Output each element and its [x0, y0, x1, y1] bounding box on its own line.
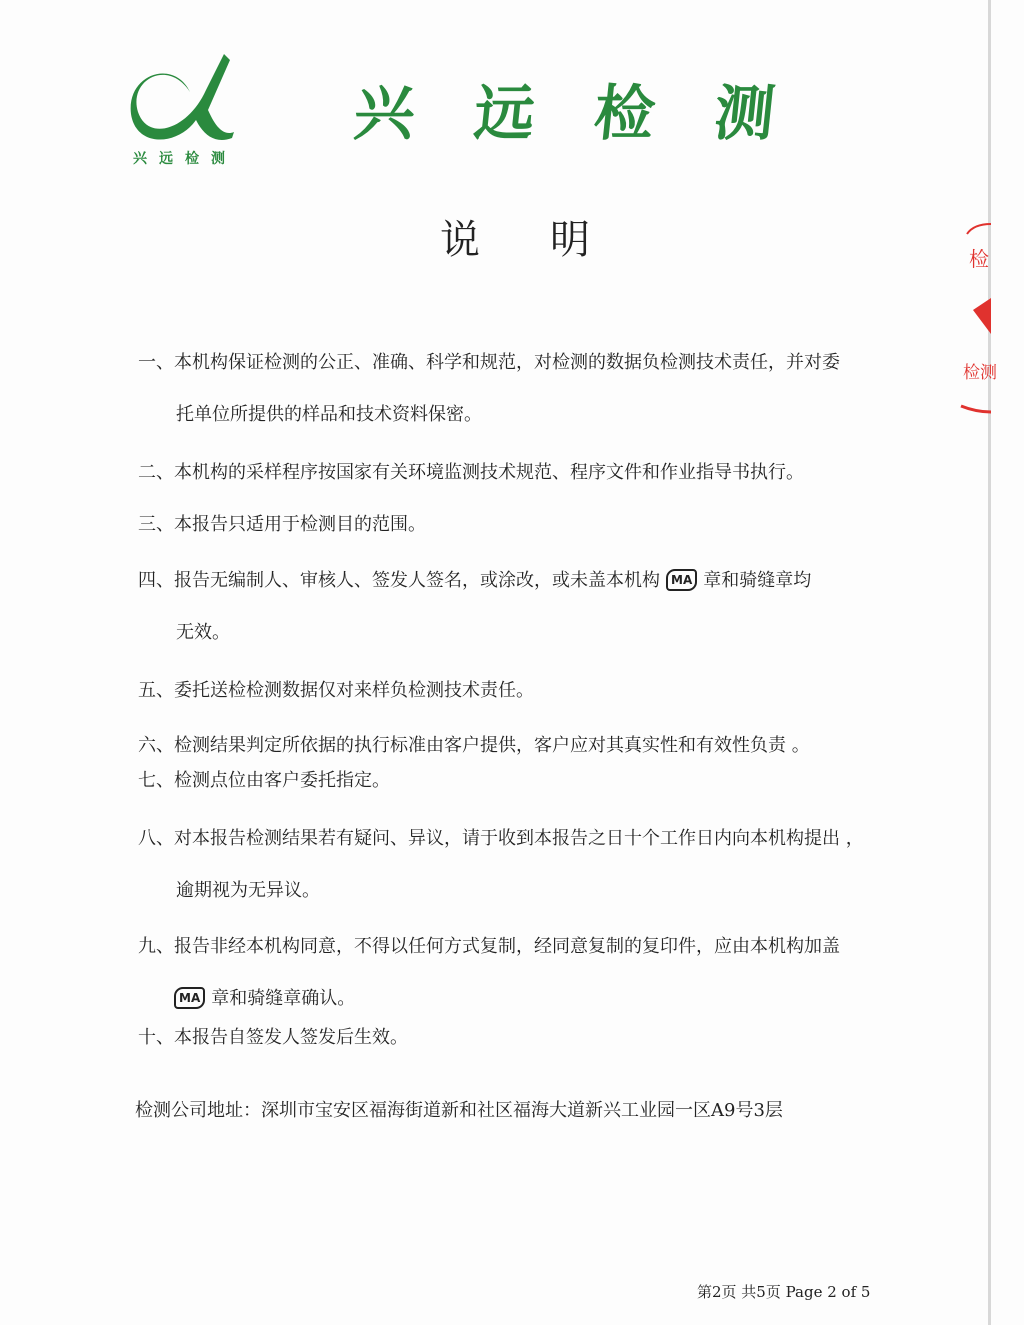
clause-8-line-1: 八、对本报告检测结果若有疑问、异议，请于收到本报告之日十个工作日内向本机构提出 ，: [138, 828, 864, 849]
clause-4-text-b: 章和骑缝章均: [703, 570, 812, 591]
brand-title: [350, 66, 779, 152]
logo-caption: 兴远检测: [133, 151, 237, 167]
clause-6: 六、检测结果判定所依据的执行标准由客户提供，客户应对其真实性和有效性负责 。: [138, 735, 810, 756]
clause-4-line-2: 无效。: [176, 622, 230, 643]
clause-9-line-1: 九、报告非经本机构同意，不得以任何方式复制，经同意复制的复印件，应由本机构加盖: [138, 936, 840, 957]
page-footer: 第2页 共5页 Page 2 of 5: [697, 1283, 871, 1301]
cma-mark-icon: MA: [174, 987, 205, 1009]
company-address: 检测公司地址：深圳市宝安区福海街道新和社区福海大道新兴工业园一区A9号3层: [135, 1100, 783, 1121]
red-seal-fragment-icon: [955, 218, 997, 418]
clause-3: 三、本报告只适用于检测目的范围。: [138, 514, 426, 535]
brand-char: 测: [710, 79, 779, 149]
cma-mark-icon: MA: [666, 569, 697, 591]
clause-9-text-b: 章和骑缝章确认。: [211, 988, 356, 1009]
brand-char: 检: [590, 79, 659, 149]
clause-1-line-2: 托单位所提供的样品和技术资料保密。: [176, 404, 482, 425]
clause-8-line-2: 逾期视为无异议。: [176, 880, 320, 901]
seal-text-2: 检测: [963, 363, 997, 383]
seal-text-1: 检: [969, 247, 989, 271]
clause-9-line-2: [170, 984, 355, 1010]
clause-2: 二、本机构的采样程序按国家有关环境监测技术规范、程序文件和作业指导书执行。: [138, 462, 804, 483]
clause-10: 十、本报告自签发人签发后生效。: [138, 1027, 408, 1048]
clause-4-text-a: 四、报告无编制人、审核人、签发人签名，或涂改，或未盖本机构: [138, 570, 660, 591]
clause-1-line-1: 一、本机构保证检测的公正、准确、科学和规范，对检测的数据负检测技术责任，并对委: [138, 352, 840, 373]
clause-5: 五、委托送检检测数据仅对来样负检测技术责任。: [138, 680, 534, 701]
brand-char: 兴: [350, 79, 419, 149]
document-title: 说明: [440, 217, 660, 263]
clause-7: 七、检测点位由客户委托指定。: [138, 770, 390, 791]
brand-char: 远: [470, 79, 539, 149]
page-edge-line: [988, 0, 991, 1325]
clause-4-line-1: [138, 566, 811, 592]
